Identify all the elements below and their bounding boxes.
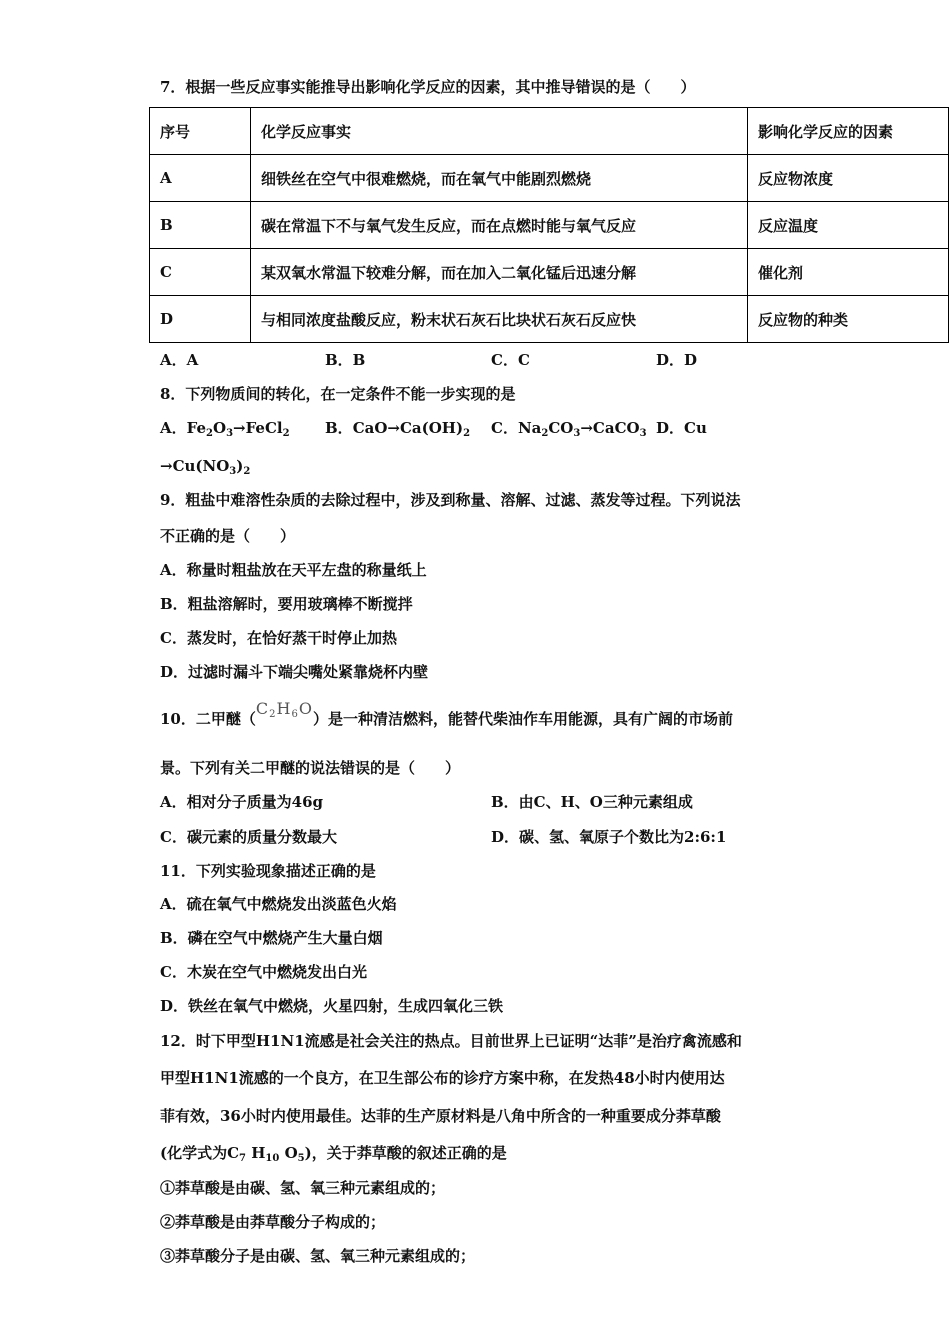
row-id: B <box>150 202 251 249</box>
q8-option-b: B．$CaO\to Ca(OH)_2$ <box>325 419 471 439</box>
row-id: C <box>150 249 251 296</box>
q12-statement-2: ②莽草酸是由莽草酸分子构成的； <box>160 1213 386 1231</box>
q7-table <box>149 107 949 343</box>
row-factor: 反应温度 <box>748 202 949 249</box>
q12-stem-line4: (化学式为$C_7$ $H_{10}$ $O_5$)，关于莽草酸的叙述正确的是 <box>160 1144 507 1164</box>
table-row <box>150 155 949 202</box>
q8-option-a: A．$Fe_2O_3\to FeCl_2$ <box>160 419 290 439</box>
row-factor: 反应物的种类 <box>748 296 949 343</box>
q12-statement-3: ③莽草酸分子是由碳、氢、氧三种元素组成的； <box>160 1247 476 1265</box>
q10-option-c: C．碳元素的质量分数最大 <box>160 828 337 846</box>
table-row <box>150 296 949 343</box>
q11-option-c: C．木炭在空气中燃烧发出白光 <box>160 963 367 981</box>
q11-option-a: A．硫在氧气中燃烧发出淡蓝色火焰 <box>160 895 397 913</box>
q10-stem-line1: 10．二甲醚$(C_2H_6O)$是一种清洁燃料，能替代柴油作车用能源，具有广阔的市场前 <box>160 699 733 728</box>
q12-stem-line2: 甲型H1N1流感的一个良方，在卫生部公布的诊疗方案中称，在发热48小时内使用达 <box>160 1069 725 1087</box>
row-fact: 细铁丝在空气中很难燃烧，而在氧气中能剧烈燃烧 <box>251 155 748 202</box>
q9-option-d: D．过滤时漏斗下端尖嘴处紧靠烧杯内壁 <box>160 663 429 681</box>
q9-option-b: B．粗盐溶解时，要用玻璃棒不断搅拌 <box>160 595 413 613</box>
q11-option-b: B．磷在空气中燃烧产生大量白烟 <box>160 929 383 947</box>
dimethyl-ether-formula: $C_2H_6O$ <box>255 699 313 720</box>
row-id: D <box>150 296 251 343</box>
q8-option-c: C．$Na_2CO_3\to CaCO_3$ <box>491 419 647 439</box>
q12-stem-line3: 菲有效，36小时内使用最佳。达菲的生产原材料是八角中所含的一种重要成分莽草酸 <box>160 1107 721 1125</box>
q7-option-c: C．C <box>491 351 530 369</box>
q8-option-d: D．Cu <box>656 419 707 437</box>
row-id: A <box>150 155 251 202</box>
q10-stem-line2: 景。下列有关二甲醚的说法错误的是（ ） <box>160 759 461 777</box>
q9-stem-line1: 9．粗盐中难溶性杂质的去除过程中，涉及到称量、溶解、过滤、蒸发等过程。下列说法 <box>160 491 741 509</box>
q12-statement-1: ①莽草酸是由碳、氢、氧三种元素组成的； <box>160 1179 446 1197</box>
q10-option-a: A．相对分子质量为46g <box>160 793 324 811</box>
q7-option-b: B．B <box>325 351 366 369</box>
q9-stem-line2: 不正确的是（ ） <box>160 527 296 545</box>
q12-stem-line1: 12．时下甲型H1N1流感是社会关注的热点。目前世界上已证明“达菲”是治疗禽流感和 <box>160 1032 742 1050</box>
row-fact: 某双氧水常温下较难分解，而在加入二氧化锰后迅速分解 <box>251 249 748 296</box>
q7-stem: 7．根据一些反应事实能推导出影响化学反应的因素，其中推导错误的是（ ） <box>160 78 696 96</box>
q9-option-c: C．蒸发时，在恰好蒸干时停止加热 <box>160 629 397 647</box>
q10-option-b: B．由C、H、O三种元素组成 <box>491 793 693 811</box>
row-factor: 反应物浓度 <box>748 155 949 202</box>
header-id: 序号 <box>150 108 251 155</box>
table-row <box>150 202 949 249</box>
q7-option-d: D．D <box>656 351 698 369</box>
table-header-row <box>150 108 949 155</box>
q8-option-d-continued: $\to Cu(NO_3)_2$ <box>160 457 251 477</box>
row-fact: 与相同浓度盐酸反应，粉末状石灰石比块状石灰石反应快 <box>251 296 748 343</box>
q8-stem: 8．下列物质间的转化，在一定条件不能一步实现的是 <box>160 385 516 403</box>
row-fact: 碳在常温下不与氧气发生反应，而在点燃时能与氧气反应 <box>251 202 748 249</box>
header-factor: 影响化学反应的因素 <box>748 108 949 155</box>
table-row <box>150 249 949 296</box>
header-fact: 化学反应事实 <box>251 108 748 155</box>
q7-option-a: A．A <box>160 351 199 369</box>
q11-option-d: D．铁丝在氧气中燃烧，火星四射，生成四氧化三铁 <box>160 997 504 1015</box>
q9-option-a: A．称量时粗盐放在天平左盘的称量纸上 <box>160 561 427 579</box>
q10-option-d: D．碳、氢、氧原子个数比为2:6:1 <box>491 828 727 846</box>
q11-stem: 11．下列实验现象描述正确的是 <box>160 862 376 880</box>
row-factor: 催化剂 <box>748 249 949 296</box>
